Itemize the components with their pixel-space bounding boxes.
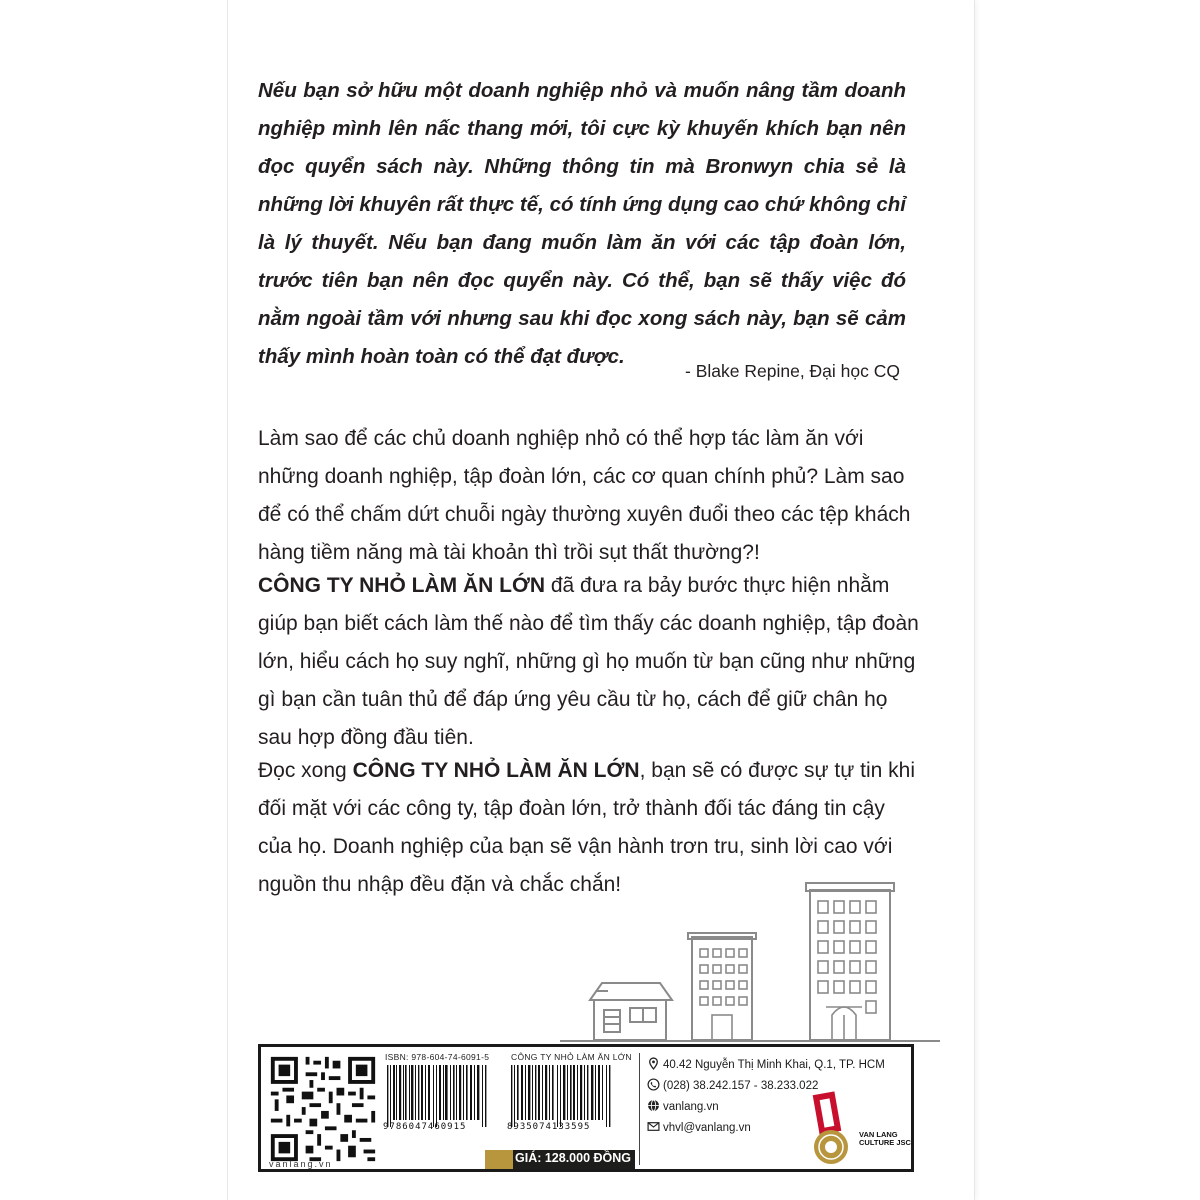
phone-text: (028) 38.242.157 - 38.233.022 (663, 1080, 819, 1092)
barcode-book-title: CÔNG TY NHỎ LÀM ĂN LỚN (511, 1052, 632, 1062)
price-label: GIÁ: 128.000 ĐỒNG (515, 1151, 632, 1165)
logo-line-1: VAN LANG (859, 1130, 898, 1139)
contact-address (647, 1057, 885, 1071)
website-link[interactable]: vanlang.vn (663, 1101, 719, 1113)
conclusion-lead: Đọc xong (258, 759, 353, 782)
book-title-inline-2: CÔNG TY NHỎ LÀM ĂN LỚN (352, 759, 640, 782)
city-skyline-illustration (560, 875, 940, 1045)
steps-paragraph (258, 567, 920, 757)
isbn-barcode-number: 9786047460915 (383, 1122, 467, 1132)
email-link[interactable]: vhvl@vanlang.vn (663, 1122, 751, 1134)
contact-website[interactable] (647, 1099, 719, 1113)
qr-code[interactable] (267, 1053, 379, 1165)
office-building-icon (688, 933, 756, 1040)
tower-building-icon (806, 883, 894, 1040)
location-pin-icon (647, 1057, 660, 1070)
product-barcode-number: 8935074133595 (507, 1122, 591, 1132)
price-gold-accent (485, 1150, 513, 1169)
testimonial-attribution: - Blake Repine, Đại học CQ (685, 361, 900, 381)
address-text: 40.42 Nguyễn Thị Minh Khai, Q.1, TP. HCM (663, 1059, 885, 1071)
phone-icon (647, 1078, 660, 1091)
mail-icon (647, 1120, 660, 1133)
conclusion-text: , bạn sẽ có được sự tự tin khi đối mặt với các công ty, tập đoàn lớn, trở thành đối tác đáng tin cậy của họ. Doanh nghiệp của bạn sẽ vận hành trơn tru, sinh lời cao với nguồn thu nhập đều đặn và chắc chắn! (258, 759, 915, 896)
globe-icon (647, 1099, 660, 1112)
house-icon (590, 983, 672, 1040)
contact-email[interactable] (647, 1120, 751, 1134)
steps-paragraph-text: đã đưa ra bảy bước thực hiện nhằm giúp bạn biết cách làm thế nào để tìm thấy các doanh nghiệp, tập đoàn lớn, hiểu cách họ suy nghĩ, những gì họ muốn từ bạn cũng như những gì bạn cần tuân thủ để đáp ứng yêu cầu từ họ, cách để giữ chân họ sau hợp đồng đầu tiên. (258, 574, 919, 749)
van-lang-logo-text (859, 1131, 911, 1147)
isbn-label: ISBN: 978-604-74-6091-5 (385, 1052, 490, 1062)
book-title-inline: CÔNG TY NHỎ LÀM ĂN LỚN (258, 574, 546, 597)
price-bar (485, 1150, 635, 1169)
back-cover-footer (258, 1044, 914, 1172)
contact-phone (647, 1078, 818, 1092)
logo-line-2: CULTURE JSC (859, 1138, 911, 1147)
testimonial-quote: Nếu bạn sở hữu một doanh nghiệp nhỏ và muốn nâng tầm doanh nghiệp mình lên nấc thang mới, tôi cực kỳ khuyến khích bạn nên đọc quyển sách này. Những thông tin mà Bronwyn chia sẻ là những lời khuyên rất thực tế, có tính ứng dụng cao chứ không chỉ là lý thuyết. Nếu bạn đang muốn làm ăn với các tập đoàn lớn, trước tiên bạn nên đọc quyển này. Có thể, bạn sẽ thấy việc đó nằm ngoài tầm với nhưng sau khi đọc xong sách này, bạn sẽ cảm thấy mình hoàn toàn có thể đạt được. (258, 79, 906, 368)
footer-divider (639, 1053, 640, 1165)
qr-caption: vanlang.vn (269, 1159, 333, 1169)
intro-paragraph: Làm sao để các chủ doanh nghiệp nhỏ có thể hợp tác làm ăn với những doanh nghiệp, tập đoàn lớn, các cơ quan chính phủ? Làm sao để có thể chấm dứt chuỗi ngày thường xuyên đuổi theo các tệp khách hàng tiềm năng mà tài khoản thì trồi sụt thất thường?! (258, 427, 911, 564)
publisher-logo-icon (806, 1089, 856, 1167)
